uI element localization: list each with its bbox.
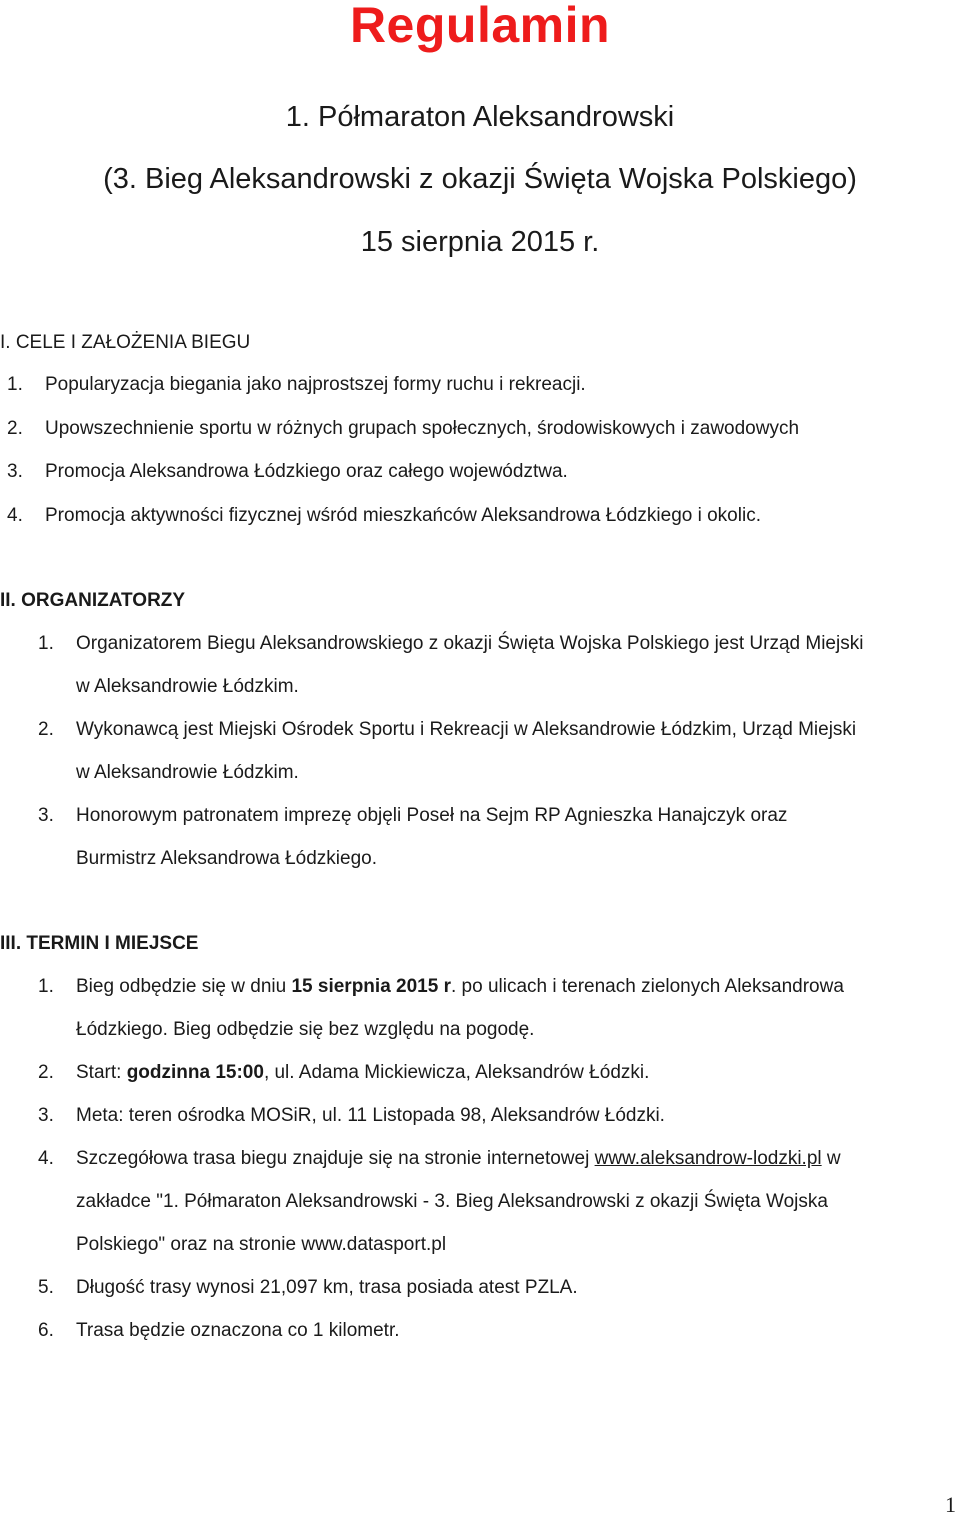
list-item-text: Organizatorem Biegu Aleksandrowskiego z okazji Święta Wojska Polskiego jest Urząd Miejski <box>76 633 864 654</box>
list-item-number: 6. <box>38 1320 54 1341</box>
list-item-text: Honorowym patronatem imprezę objęli Poseł na Sejm RP Agnieszka Hanajczyk oraz <box>76 805 788 826</box>
section-heading-cele: I. CELE I ZAŁOŻENIA BIEGU <box>0 332 251 353</box>
subtitle-event-name: 1. Półmaraton Aleksandrowski <box>285 101 675 133</box>
list-item-number: 4. <box>7 505 23 526</box>
list-item-text: Popularyzacja biegania jako najprostszej formy ruchu i rekreacji. <box>45 374 586 395</box>
document-title: Regulamin <box>349 0 611 53</box>
list-item-text <box>76 1147 841 1171</box>
text-segment: , ul. Adama Mickiewicza, Aleksandrów Łódzki. <box>263 1062 650 1083</box>
text-segment: Szczegółowa trasa biegu znajduje się na stronie internetowej <box>76 1148 595 1169</box>
list-item-text: Meta: teren ośrodka MOSiR, ul. 11 Listopada 98, Aleksandrów Łódzki. <box>76 1105 665 1126</box>
section-heading-termin: III. TERMIN I MIEJSCE <box>0 933 199 954</box>
website-link[interactable]: www.aleksandrow-lodzki.pl <box>594 1148 822 1169</box>
list-item-number: 2. <box>7 418 23 439</box>
list-item-text: Promocja aktywności fizycznej wśród mieszkańców Aleksandrowa Łódzkiego i okolic. <box>45 505 761 526</box>
list-item-number: 3. <box>38 1105 54 1126</box>
list-item-text: Upowszechnienie sportu w różnych grupach społecznych, środowiskowych i zawodowych <box>45 418 800 439</box>
list-item-text <box>76 1061 649 1085</box>
list-item-number: 1. <box>7 374 23 395</box>
text-segment: w <box>821 1148 841 1169</box>
list-item-number: 3. <box>38 805 54 826</box>
list-item-number: 2. <box>38 1062 54 1083</box>
text-segment: Start: <box>76 1062 127 1083</box>
list-item-number: 5. <box>38 1277 54 1298</box>
page-number: 1 <box>945 1492 956 1517</box>
list-item-text: Promocja Aleksandrowa Łódzkiego oraz całego województwa. <box>45 461 568 482</box>
list-item-number: 4. <box>38 1148 54 1169</box>
race-date-bold: 15 sierpnia 2015 r <box>291 976 451 997</box>
list-item-continuation: w Aleksandrowie Łódzkim. <box>76 676 299 697</box>
list-item-text: Długość trasy wynosi 21,097 km, trasa posiada atest PZLA. <box>76 1277 578 1298</box>
list-item-number: 2. <box>38 719 54 740</box>
list-item-continuation: w Aleksandrowie Łódzkim. <box>76 762 299 783</box>
text-segment: Bieg odbędzie się w dniu <box>76 976 292 997</box>
subtitle-event-occasion: (3. Bieg Aleksandrowski z okazji Święta Wojska Polskiego) <box>103 163 857 195</box>
start-time-bold: godzinna 15:00 <box>126 1062 264 1083</box>
list-item-number: 1. <box>38 633 54 654</box>
subtitle-event-date: 15 sierpnia 2015 r. <box>360 226 600 258</box>
list-item-continuation: Burmistrz Aleksandrowa Łódzkiego. <box>76 848 377 869</box>
list-item-continuation: zakładce "1. Półmaraton Aleksandrowski - 3. Bieg Aleksandrowski z okazji Święta Wojska <box>76 1191 828 1212</box>
list-item-continuation: Łódzkiego. Bieg odbędzie się bez względu na pogodę. <box>76 1019 535 1040</box>
text-segment: . po ulicach i terenach zielonych Aleksandrowa <box>450 976 844 997</box>
list-item-number: 3. <box>7 461 23 482</box>
list-item-text: Wykonawcą jest Miejski Ośrodek Sportu i Rekreacji w Aleksandrowie Łódzkim, Urząd Miejski <box>76 719 857 740</box>
list-item-number: 1. <box>38 976 54 997</box>
list-item-continuation: Polskiego" oraz na stronie www.datasport.pl <box>76 1234 447 1255</box>
list-item-text <box>76 975 844 999</box>
section-heading-organizatorzy: II. ORGANIZATORZY <box>0 590 186 611</box>
list-item-text: Trasa będzie oznaczona co 1 kilometr. <box>76 1320 400 1341</box>
